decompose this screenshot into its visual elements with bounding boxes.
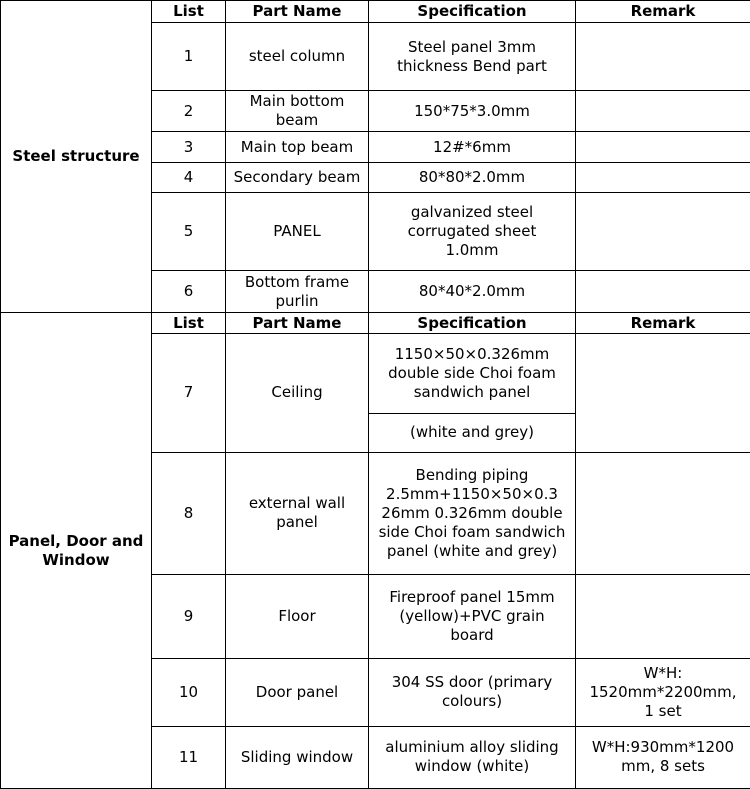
specification-extra: (white and grey) (369, 414, 576, 452)
part-name: Main top beam (226, 132, 369, 163)
list-number: 10 (152, 658, 226, 726)
group-label-panel-door-window: Panel, Door and Window (1, 313, 152, 789)
part-name: Main bottom beam (226, 91, 369, 132)
remark (576, 574, 750, 658)
specification: Steel panel 3mm thickness Bend part (369, 23, 576, 91)
list-number: 2 (152, 91, 226, 132)
list-number: 5 (152, 193, 226, 271)
header-list: List (152, 313, 226, 334)
header-list: List (152, 1, 226, 23)
header-specification: Specification (369, 1, 576, 23)
remark (576, 193, 750, 271)
header-remark: Remark (576, 313, 750, 334)
list-number: 11 (152, 726, 226, 788)
remark (576, 271, 750, 313)
specification: aluminium alloy sliding window (white) (369, 726, 576, 788)
remark (576, 23, 750, 91)
list-number: 7 (152, 334, 226, 452)
remark (576, 163, 750, 193)
list-number: 9 (152, 574, 226, 658)
specification: Bending piping 2.5mm+1150×50×0.3 26mm 0.326mm double side Choi foam sandwich panel (white and grey) (369, 452, 576, 574)
specification: 1150×50×0.326mm double side Choi foam sandwich panel (369, 334, 576, 414)
header-part-name: Part Name (226, 1, 369, 23)
header-part-name: Part Name (226, 313, 369, 334)
part-name: Door panel (226, 658, 369, 726)
header-row (1, 313, 750, 334)
specification: galvanized steel corrugated sheet 1.0mm (369, 193, 576, 271)
specification: 12#*6mm (369, 132, 576, 163)
specification: Fireproof panel 15mm (yellow)+PVC grain board (369, 574, 576, 658)
list-number: 3 (152, 132, 226, 163)
header-specification: Specification (369, 313, 576, 334)
specification: 150*75*3.0mm (369, 91, 576, 132)
remark (576, 452, 750, 574)
remark (576, 334, 750, 452)
group-label-steel-structure: Steel structure (1, 1, 152, 313)
list-number: 4 (152, 163, 226, 193)
part-name: steel column (226, 23, 369, 91)
remark (576, 132, 750, 163)
specification: 80*80*2.0mm (369, 163, 576, 193)
part-name: Bottom frame purlin (226, 271, 369, 313)
remark: W*H:930mm*1200 mm, 8 sets (576, 726, 750, 788)
part-name: Floor (226, 574, 369, 658)
part-name: PANEL (226, 193, 369, 271)
remark (576, 91, 750, 132)
specification: 80*40*2.0mm (369, 271, 576, 313)
list-number: 1 (152, 23, 226, 91)
remark: W*H: 1520mm*2200mm, 1 set (576, 658, 750, 726)
list-number: 6 (152, 271, 226, 313)
specification: 304 SS door (primary colours) (369, 658, 576, 726)
part-name: Ceiling (226, 334, 369, 452)
list-number: 8 (152, 452, 226, 574)
part-name: external wall panel (226, 452, 369, 574)
header-remark: Remark (576, 1, 750, 23)
header-row (1, 1, 750, 23)
part-name: Sliding window (226, 726, 369, 788)
part-name: Secondary beam (226, 163, 369, 193)
